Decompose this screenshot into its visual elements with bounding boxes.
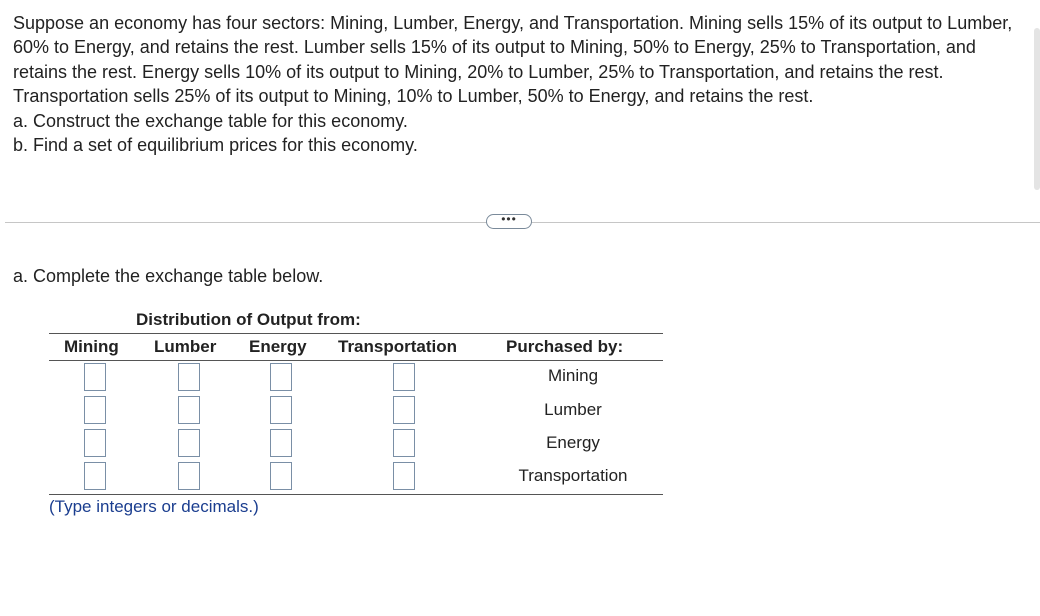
cell-lumber-from-energy[interactable] [270, 396, 292, 424]
cell-energy-from-transportation[interactable] [393, 429, 415, 457]
row-label-transportation: Transportation [518, 466, 628, 485]
cell-lumber-from-mining[interactable] [84, 396, 106, 424]
cell-transportation-from-transportation[interactable] [393, 462, 415, 490]
column-header-mining: Mining [64, 337, 119, 356]
scrollbar[interactable] [1034, 28, 1040, 190]
cell-mining-from-mining[interactable] [84, 363, 106, 391]
purchased-by-header: Purchased by: [506, 337, 624, 356]
part-b-question: b. Find a set of equilibrium prices for this economy. [13, 135, 418, 156]
table-header-rule [49, 360, 663, 361]
cell-mining-from-lumber[interactable] [178, 363, 200, 391]
row-label-lumber: Lumber [544, 400, 602, 419]
cell-energy-from-mining[interactable] [84, 429, 106, 457]
row-label-energy: Energy [546, 433, 600, 452]
column-header-energy: Energy [249, 337, 307, 356]
cell-transportation-from-mining[interactable] [84, 462, 106, 490]
cell-transportation-from-energy[interactable] [270, 462, 292, 490]
cell-lumber-from-lumber[interactable] [178, 396, 200, 424]
cell-mining-from-transportation[interactable] [393, 363, 415, 391]
part-a-instruction: a. Complete the exchange table below. [13, 266, 324, 286]
distribution-header: Distribution of Output from: [136, 310, 361, 329]
cell-energy-from-lumber[interactable] [178, 429, 200, 457]
cell-transportation-from-lumber[interactable] [178, 462, 200, 490]
table-top-rule [49, 333, 663, 334]
row-label-mining: Mining [547, 366, 599, 385]
problem-statement [13, 11, 1028, 157]
part-a-question: a. Construct the exchange table for this economy. [13, 110, 408, 131]
cell-lumber-from-transportation[interactable] [393, 396, 415, 424]
cell-energy-from-energy[interactable] [270, 429, 292, 457]
answer-format-note: (Type integers or decimals.) [49, 497, 259, 516]
column-header-lumber: Lumber [154, 337, 217, 356]
problem-text: Suppose an economy has four sectors: Mining, Lumber, Energy, and Transportation. Mining sells 15% of its output to Lumber, 60% to Energy, and retains the rest. Lumber sells 15% of its output to Mining, 50% to Energy, 25% to Transportation, and retains the rest. Energy sells 10% of its output to Mining, 20% to Lumber, 25% to Transportation, and retains the rest. Transportation sells 25% of its output to Mining, 10% to Lumber, 50% to Energy, and retains the rest. [13, 13, 1013, 107]
more-options-button[interactable]: ••• [486, 214, 532, 229]
table-bottom-rule [49, 494, 663, 495]
column-header-transportation: Transportation [338, 337, 458, 356]
cell-mining-from-energy[interactable] [270, 363, 292, 391]
